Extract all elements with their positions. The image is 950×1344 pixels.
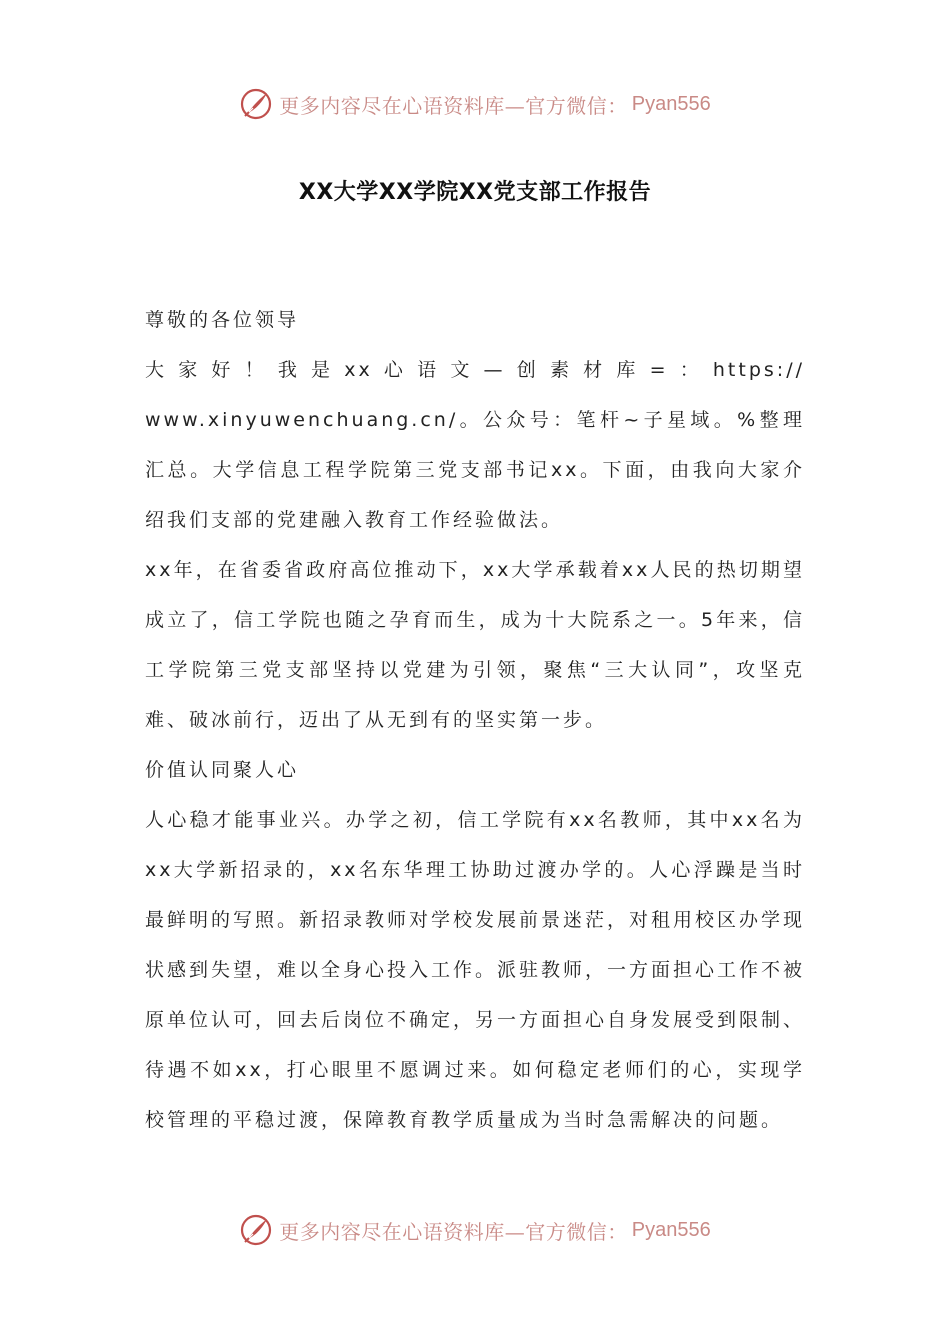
paragraph-greeting: 大家好！我是xx心语文—创素材库=：https://: [145, 359, 805, 381]
banner-text: 更多内容尽在心语资料库—官方微信：: [279, 1219, 628, 1244]
footer-banner: [0, 1206, 950, 1254]
paragraph-history: xx年，在省委省政府高位推动下，xx大学承载着xx人民的热切期望成立了，信工学院也随之孕育而生，成为十大院系之一。5年来，信工学院第三党支部坚持以党建为引领，聚焦“三大认同”，攻坚克难、破冰前行，迈出了从无到有的坚实第一步。: [145, 559, 805, 731]
banner-wechat-id: Pyan556: [631, 92, 711, 115]
banner-text: 更多内容尽在心语资料库—官方微信：: [279, 93, 628, 118]
section-heading: 价值认同聚人心: [145, 759, 300, 781]
document-title: XX大学XX学院XX党支部工作报告: [298, 180, 652, 205]
paragraph-section-body: 人心稳才能事业兴。办学之初，信工学院有xx名教师，其中xx名为xx大学新招录的，xx名东华理工协助过渡办学的。人心浮躁是当时最鲜明的写照。新招录教师对学校发展前景迷茫，对租用校区办学现状感到失望，难以全身心投入工作。派驻教师，一方面担心工作不被原单位认可，回去后岗位不确定，另一方面担心自身发展受到限制、待遇不如xx，打心眼里不愿调过来。如何稳定老师们的心，实现学校管理的平稳过渡，保障教育教学质量成为当时急需解决的问题。: [145, 809, 806, 1131]
paragraph-intro: www.xinyuwenchuang.cn/。公众号：笔杆~子星域。%整理汇总。大学信息工程学院第三党支部书记xx。下面，由我向大家介绍我们支部的党建融入教育工作经验做法。: [145, 409, 805, 531]
paragraph-salutation: 尊敬的各位领导: [145, 309, 300, 331]
banner-wechat-id: Pyan556: [631, 1218, 711, 1241]
document-body: [145, 295, 805, 1145]
quill-pen-logo-icon: [239, 87, 273, 121]
header-banner: [0, 80, 950, 128]
quill-pen-logo-icon: [239, 1213, 273, 1247]
